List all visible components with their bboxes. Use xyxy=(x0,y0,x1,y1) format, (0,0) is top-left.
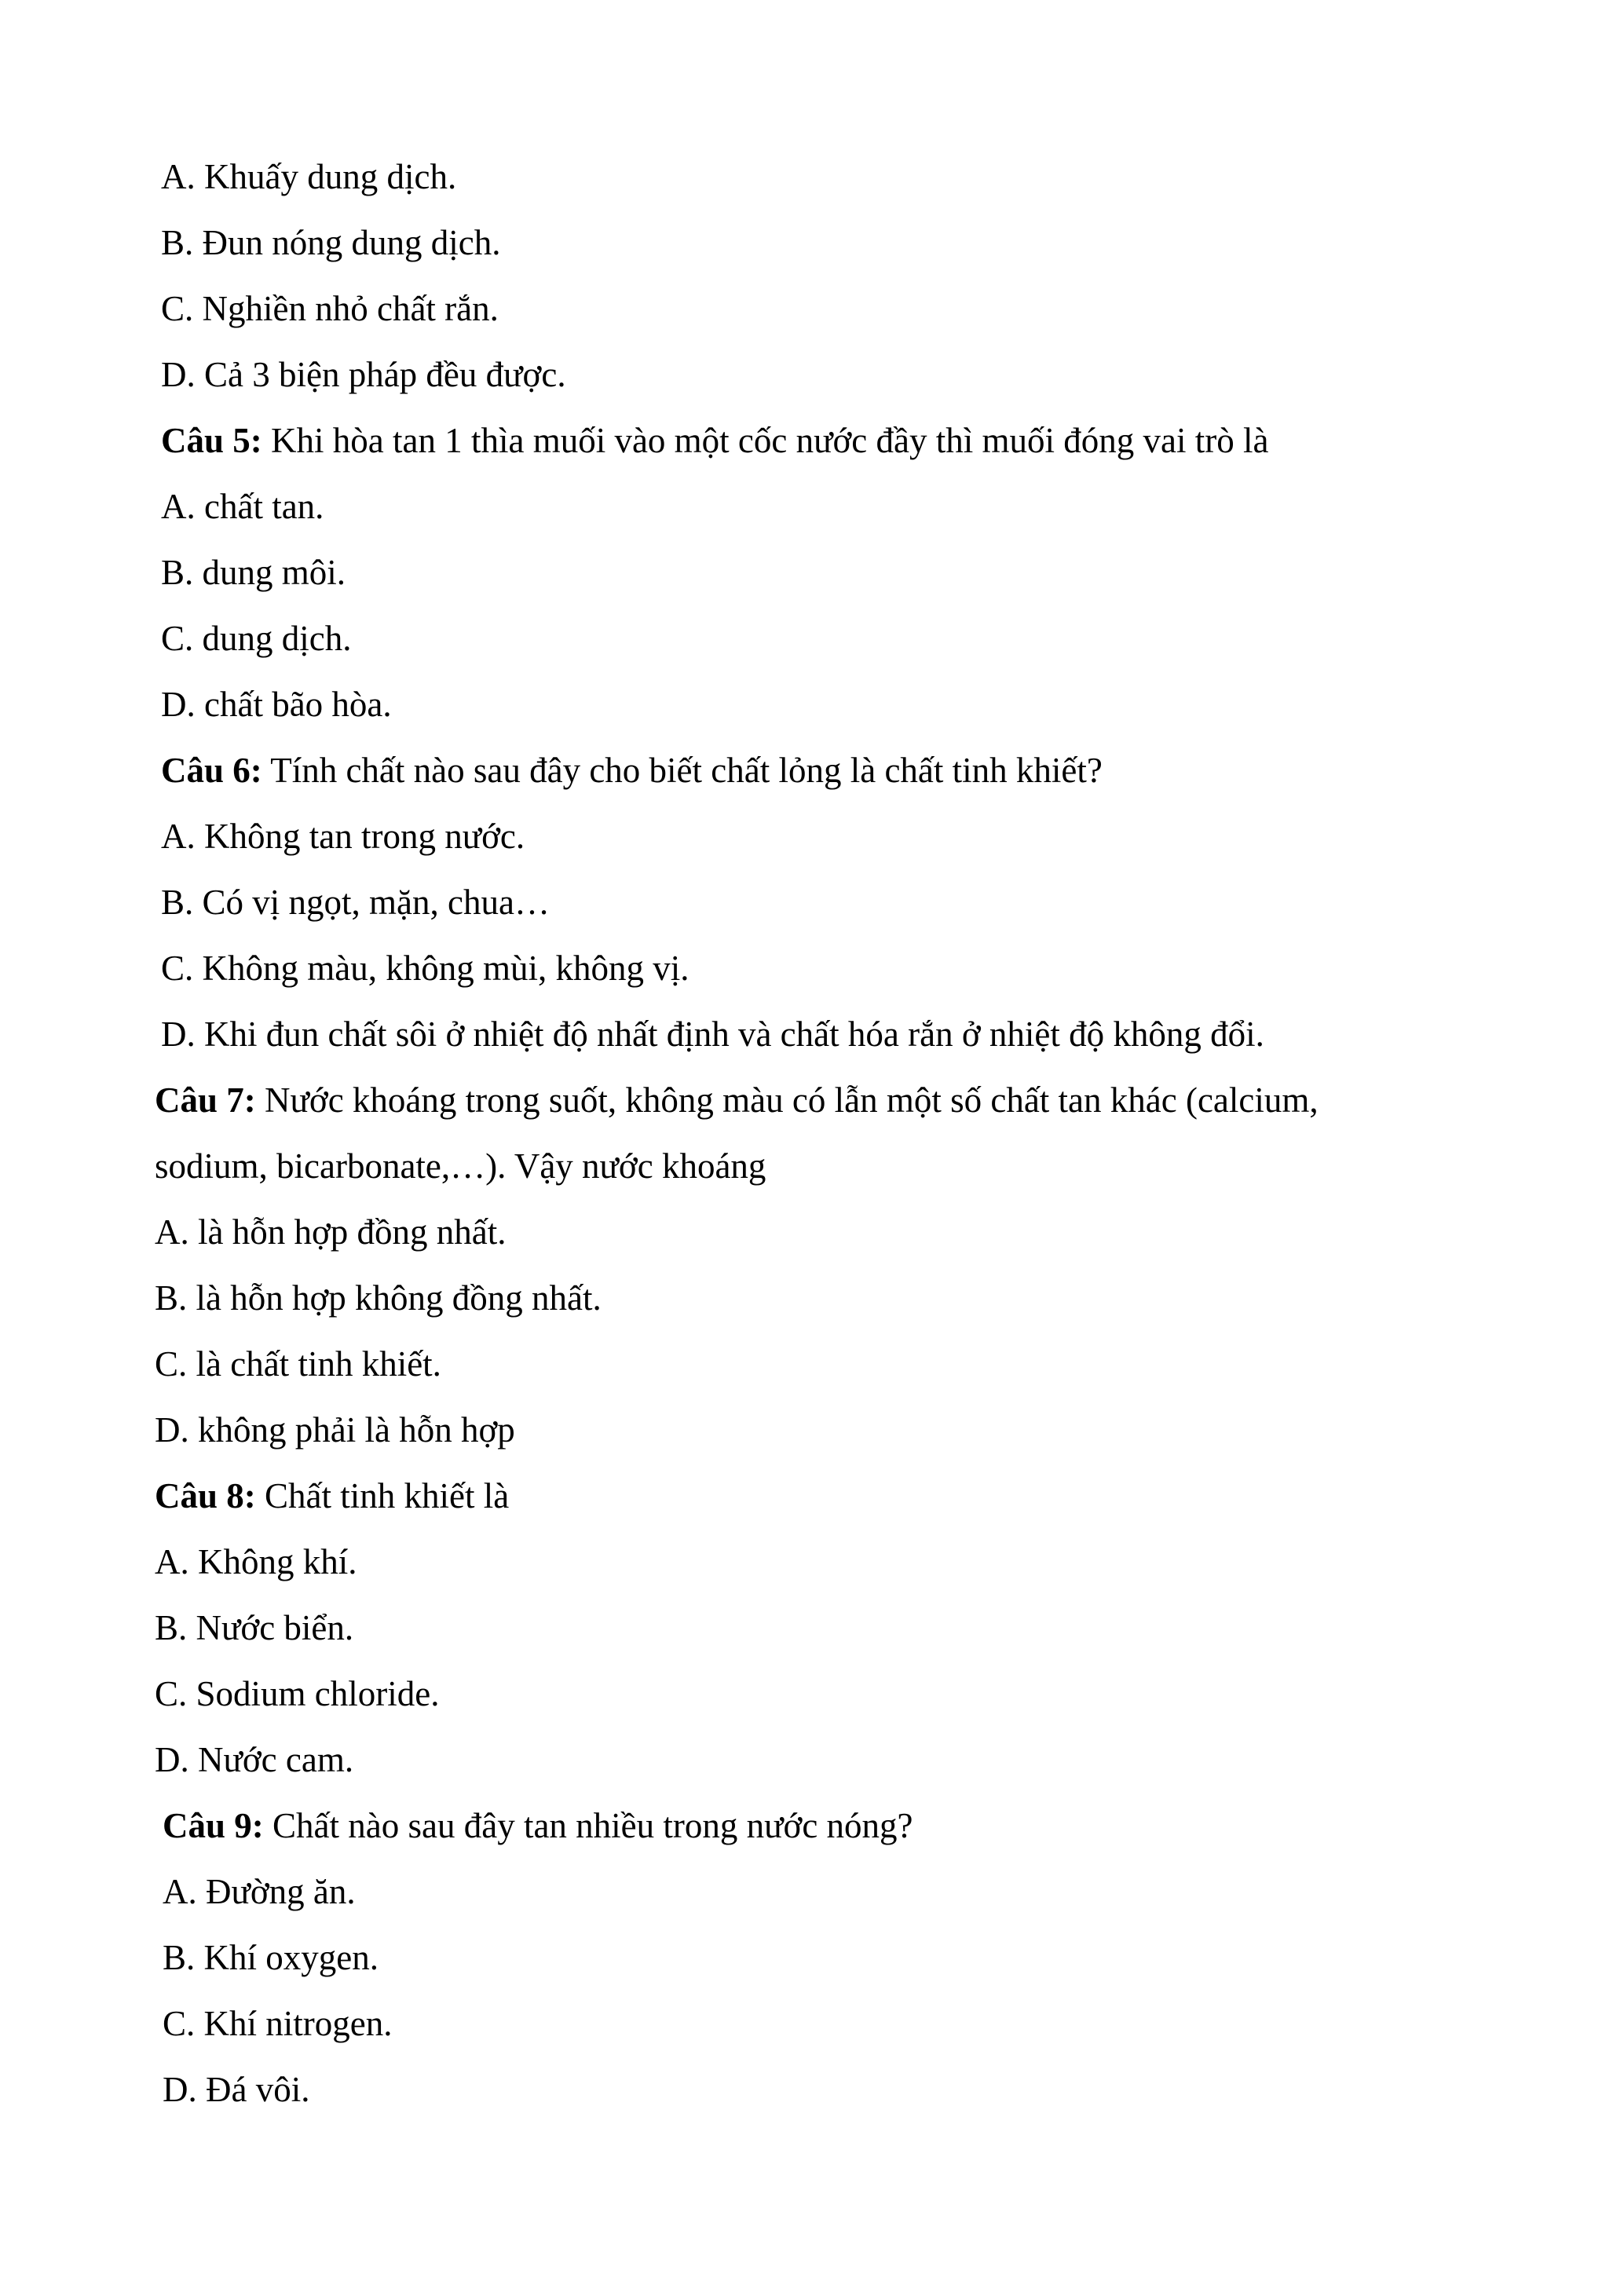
q7-option-c: C. là chất tinh khiết. xyxy=(155,1344,441,1384)
q9-option-b: B. Khí oxygen. xyxy=(163,1938,379,1977)
q6-label: Câu 6: xyxy=(161,751,262,790)
q9-option-a: A. Đường ăn. xyxy=(163,1872,356,1911)
q5-option-d: D. chất bão hòa. xyxy=(161,685,392,724)
q9-option-c: C. Khí nitrogen. xyxy=(163,2004,393,2043)
q9-text: Chất nào sau đây tan nhiều trong nước nóng? xyxy=(263,1806,913,1845)
q7-text-line1: Nước khoáng trong suốt, không màu có lẫn một số chất tan khác (calcium, xyxy=(255,1080,1319,1120)
q5-option-c: C. dung dịch. xyxy=(161,619,352,658)
q6-stem xyxy=(161,748,1103,792)
q5-option-b: B. dung môi. xyxy=(161,553,346,592)
q5-stem xyxy=(161,419,1268,462)
q8-option-c: C. Sodium chloride. xyxy=(155,1674,440,1713)
q7-stem xyxy=(155,1078,1319,1122)
q9-option-d: D. Đá vôi. xyxy=(163,2070,310,2109)
q8-label: Câu 8: xyxy=(155,1476,256,1515)
q7-option-d: D. không phải là hỗn hợp xyxy=(155,1410,515,1450)
q9-label: Câu 9: xyxy=(163,1806,264,1845)
q8-option-b: B. Nước biển. xyxy=(155,1608,354,1647)
q5-option-a: A. chất tan. xyxy=(161,487,324,526)
q4-option-a: A. Khuấy dung dịch. xyxy=(161,157,457,196)
q6-option-b: B. Có vị ngọt, mặn, chua… xyxy=(161,883,550,922)
q6-option-a: A. Không tan trong nước. xyxy=(161,817,525,856)
q9-stem xyxy=(163,1804,913,1848)
q6-text: Tính chất nào sau đây cho biết chất lỏng là chất tinh khiết? xyxy=(262,751,1103,790)
q5-text: Khi hòa tan 1 thìa muối vào một cốc nước đầy thì muối đóng vai trò là xyxy=(262,421,1269,460)
q6-option-d: D. Khi đun chất sôi ở nhiệt độ nhất định và chất hóa rắn ở nhiệt độ không đổi. xyxy=(161,1015,1264,1054)
q7-option-b: B. là hỗn hợp không đồng nhất. xyxy=(155,1278,602,1318)
q7-option-a: A. là hỗn hợp đồng nhất. xyxy=(155,1212,507,1252)
q8-option-a: A. Không khí. xyxy=(155,1542,357,1581)
q5-label: Câu 5: xyxy=(161,421,262,460)
q7-label: Câu 7: xyxy=(155,1080,256,1120)
q8-stem xyxy=(155,1474,509,1518)
q4-option-c: C. Nghiền nhỏ chất rắn. xyxy=(161,289,499,328)
q4-option-d: D. Cả 3 biện pháp đều được. xyxy=(161,355,566,394)
q6-option-c: C. Không màu, không mùi, không vị. xyxy=(161,949,689,988)
q4-option-b: B. Đun nóng dung dịch. xyxy=(161,223,501,262)
q8-text: Chất tinh khiết là xyxy=(255,1476,510,1515)
q8-option-d: D. Nước cam. xyxy=(155,1740,354,1779)
q7-text-line2: sodium, bicarbonate,…). Vậy nước khoáng xyxy=(155,1146,766,1186)
